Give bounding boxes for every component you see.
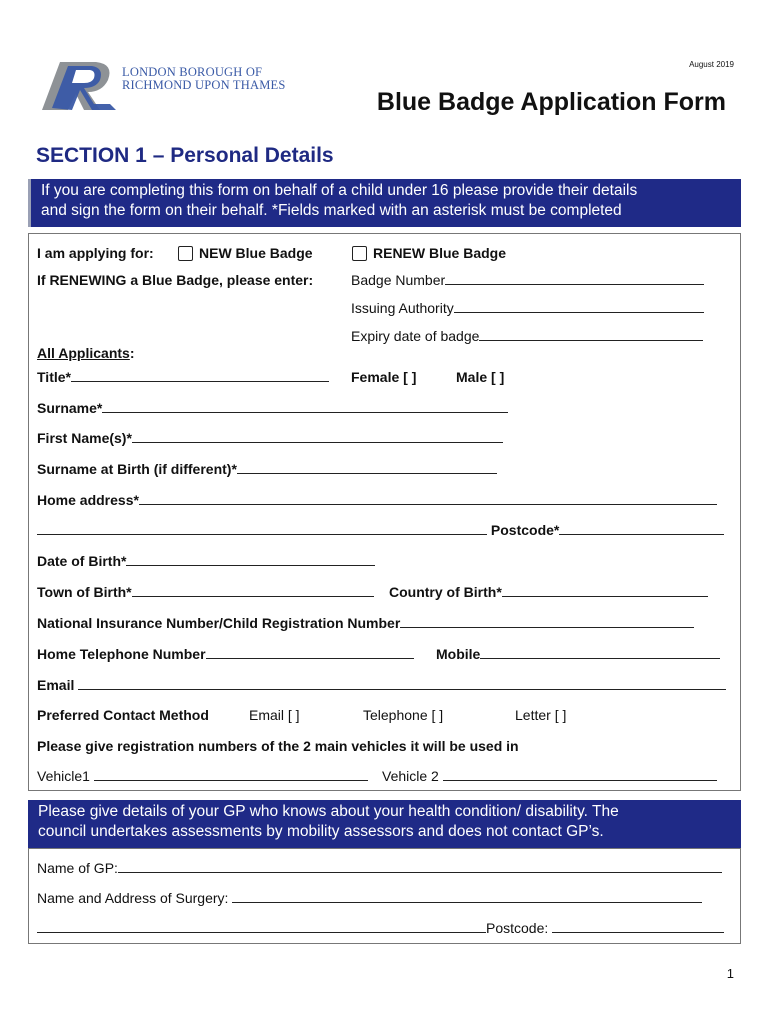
ni-number-line[interactable] [400, 615, 694, 628]
gp-notice-line1: Please give details of your GP who knows about your health condition/ disability. The [38, 803, 619, 820]
mobile-field[interactable] [436, 646, 720, 662]
issuing-authority-line[interactable] [454, 300, 704, 313]
surgery-address-line2[interactable] [37, 920, 486, 933]
vehicle1-field[interactable] [37, 768, 368, 784]
surname-line[interactable] [102, 400, 508, 413]
new-badge-label: NEW Blue Badge [199, 245, 313, 261]
renew-badge-option[interactable] [352, 245, 506, 261]
vehicle1-label: Vehicle1 [37, 768, 90, 784]
all-applicants-heading [37, 345, 135, 361]
vehicle2-line[interactable] [443, 768, 717, 781]
issuing-authority-field[interactable] [351, 300, 704, 316]
badge-number-label: Badge Number [351, 272, 446, 288]
ni-number-label: National Insurance Number/Child Registration Number [37, 615, 401, 631]
dob-field[interactable] [37, 553, 375, 569]
home-address-field[interactable] [37, 492, 717, 508]
address-line2[interactable] [37, 522, 487, 535]
surgery-label: Name and Address of Surgery: [37, 890, 229, 906]
if-renewing-label: If RENEWING a Blue Badge, please enter: [37, 272, 314, 288]
form-date: August 2019 [689, 60, 734, 69]
country-of-birth-label: Country of Birth* [389, 584, 502, 600]
email-field[interactable] [37, 677, 726, 693]
town-of-birth-label: Town of Birth* [37, 584, 132, 600]
gp-postcode-label: Postcode: [486, 920, 549, 936]
female-option[interactable]: Female [ ] [351, 369, 417, 385]
email-line[interactable] [78, 677, 726, 690]
section-title: SECTION 1 – Personal Details [36, 144, 334, 167]
surgery-line2-postcode-row[interactable] [37, 920, 724, 936]
surname-at-birth-field[interactable] [37, 461, 497, 477]
town-of-birth-field[interactable] [37, 584, 374, 600]
surname-label: Surname* [37, 400, 103, 416]
page-title: Blue Badge Application Form [376, 88, 726, 116]
renew-badge-label: RENEW Blue Badge [373, 245, 507, 261]
expiry-date-field[interactable] [351, 328, 703, 344]
page-number: 1 [726, 966, 734, 981]
surname-field[interactable] [37, 400, 508, 416]
ni-number-field[interactable] [37, 615, 694, 631]
applying-for-label: I am applying for: [37, 245, 154, 261]
council-name-line1: LONDON BOROUGH OF [122, 65, 263, 79]
first-names-field[interactable] [37, 430, 503, 446]
renew-badge-checkbox[interactable] [352, 246, 367, 261]
first-names-label: First Name(s)* [37, 430, 132, 446]
badge-number-field[interactable] [351, 272, 704, 288]
home-telephone-label: Home Telephone Number [37, 646, 206, 662]
surname-at-birth-label: Surname at Birth (if different)* [37, 461, 237, 477]
expiry-date-line[interactable] [479, 328, 703, 341]
town-of-birth-line[interactable] [132, 584, 374, 597]
contact-letter-option[interactable]: Letter [ ] [515, 707, 567, 723]
dob-line[interactable] [126, 553, 375, 566]
vehicle2-field[interactable] [382, 768, 717, 784]
gp-name-field[interactable] [37, 860, 722, 876]
postcode-line[interactable] [559, 522, 724, 535]
contact-telephone-option[interactable]: Telephone [ ] [363, 707, 444, 723]
dob-label: Date of Birth* [37, 553, 127, 569]
mobile-line[interactable] [480, 646, 720, 659]
section1-notice-line2: and sign the form on their behalf. *Fields marked with an asterisk must be completed [41, 202, 622, 219]
email-label: Email [37, 677, 75, 693]
surname-at-birth-line[interactable] [237, 461, 497, 474]
council-name-line2: RICHMOND UPON THAMES [122, 78, 286, 92]
vehicle1-line[interactable] [94, 768, 368, 781]
address-line2-postcode-row[interactable] [37, 522, 724, 538]
title-label: Title* [37, 369, 71, 385]
all-applicants-colon: : [129, 345, 135, 361]
surgery-field[interactable] [37, 890, 702, 906]
gp-postcode-line[interactable] [552, 920, 724, 933]
surgery-line[interactable] [232, 890, 702, 903]
gp-name-line[interactable] [118, 860, 722, 873]
gp-name-label: Name of GP: [37, 860, 118, 876]
postcode-label: Postcode* [490, 522, 560, 538]
section1-notice-line1: If you are completing this form on behalf of a child under 16 please provide their details [41, 182, 638, 199]
country-of-birth-field[interactable] [389, 584, 708, 600]
new-badge-checkbox[interactable] [178, 246, 193, 261]
country-of-birth-line[interactable] [502, 584, 708, 597]
gp-notice-line2: council undertakes assessments by mobility assessors and does not contact GP’s. [38, 823, 604, 840]
gp-notice [28, 800, 741, 848]
home-telephone-line[interactable] [206, 646, 414, 659]
badge-number-line[interactable] [445, 272, 704, 285]
home-address-line[interactable] [139, 492, 717, 505]
council-name [122, 66, 286, 92]
issuing-authority-label: Issuing Authority [351, 300, 454, 316]
male-option[interactable]: Male [ ] [456, 369, 505, 385]
all-applicants-label: All Applicants [37, 345, 130, 361]
vehicles-heading: Please give registration numbers of the 2 main vehicles it will be used in [37, 738, 519, 754]
home-address-label: Home address* [37, 492, 139, 508]
mobile-label: Mobile [436, 646, 481, 662]
title-line[interactable] [71, 369, 329, 382]
title-field[interactable] [37, 369, 329, 385]
home-telephone-field[interactable] [37, 646, 414, 662]
section1-notice [28, 179, 741, 227]
expiry-date-label: Expiry date of badge [351, 328, 480, 344]
vehicle2-label: Vehicle 2 [382, 768, 439, 784]
first-names-line[interactable] [132, 430, 503, 443]
contact-email-option[interactable]: Email [ ] [249, 707, 300, 723]
new-badge-option[interactable] [178, 245, 313, 261]
preferred-contact-label: Preferred Contact Method [37, 707, 209, 723]
applying-for-row [37, 245, 154, 261]
